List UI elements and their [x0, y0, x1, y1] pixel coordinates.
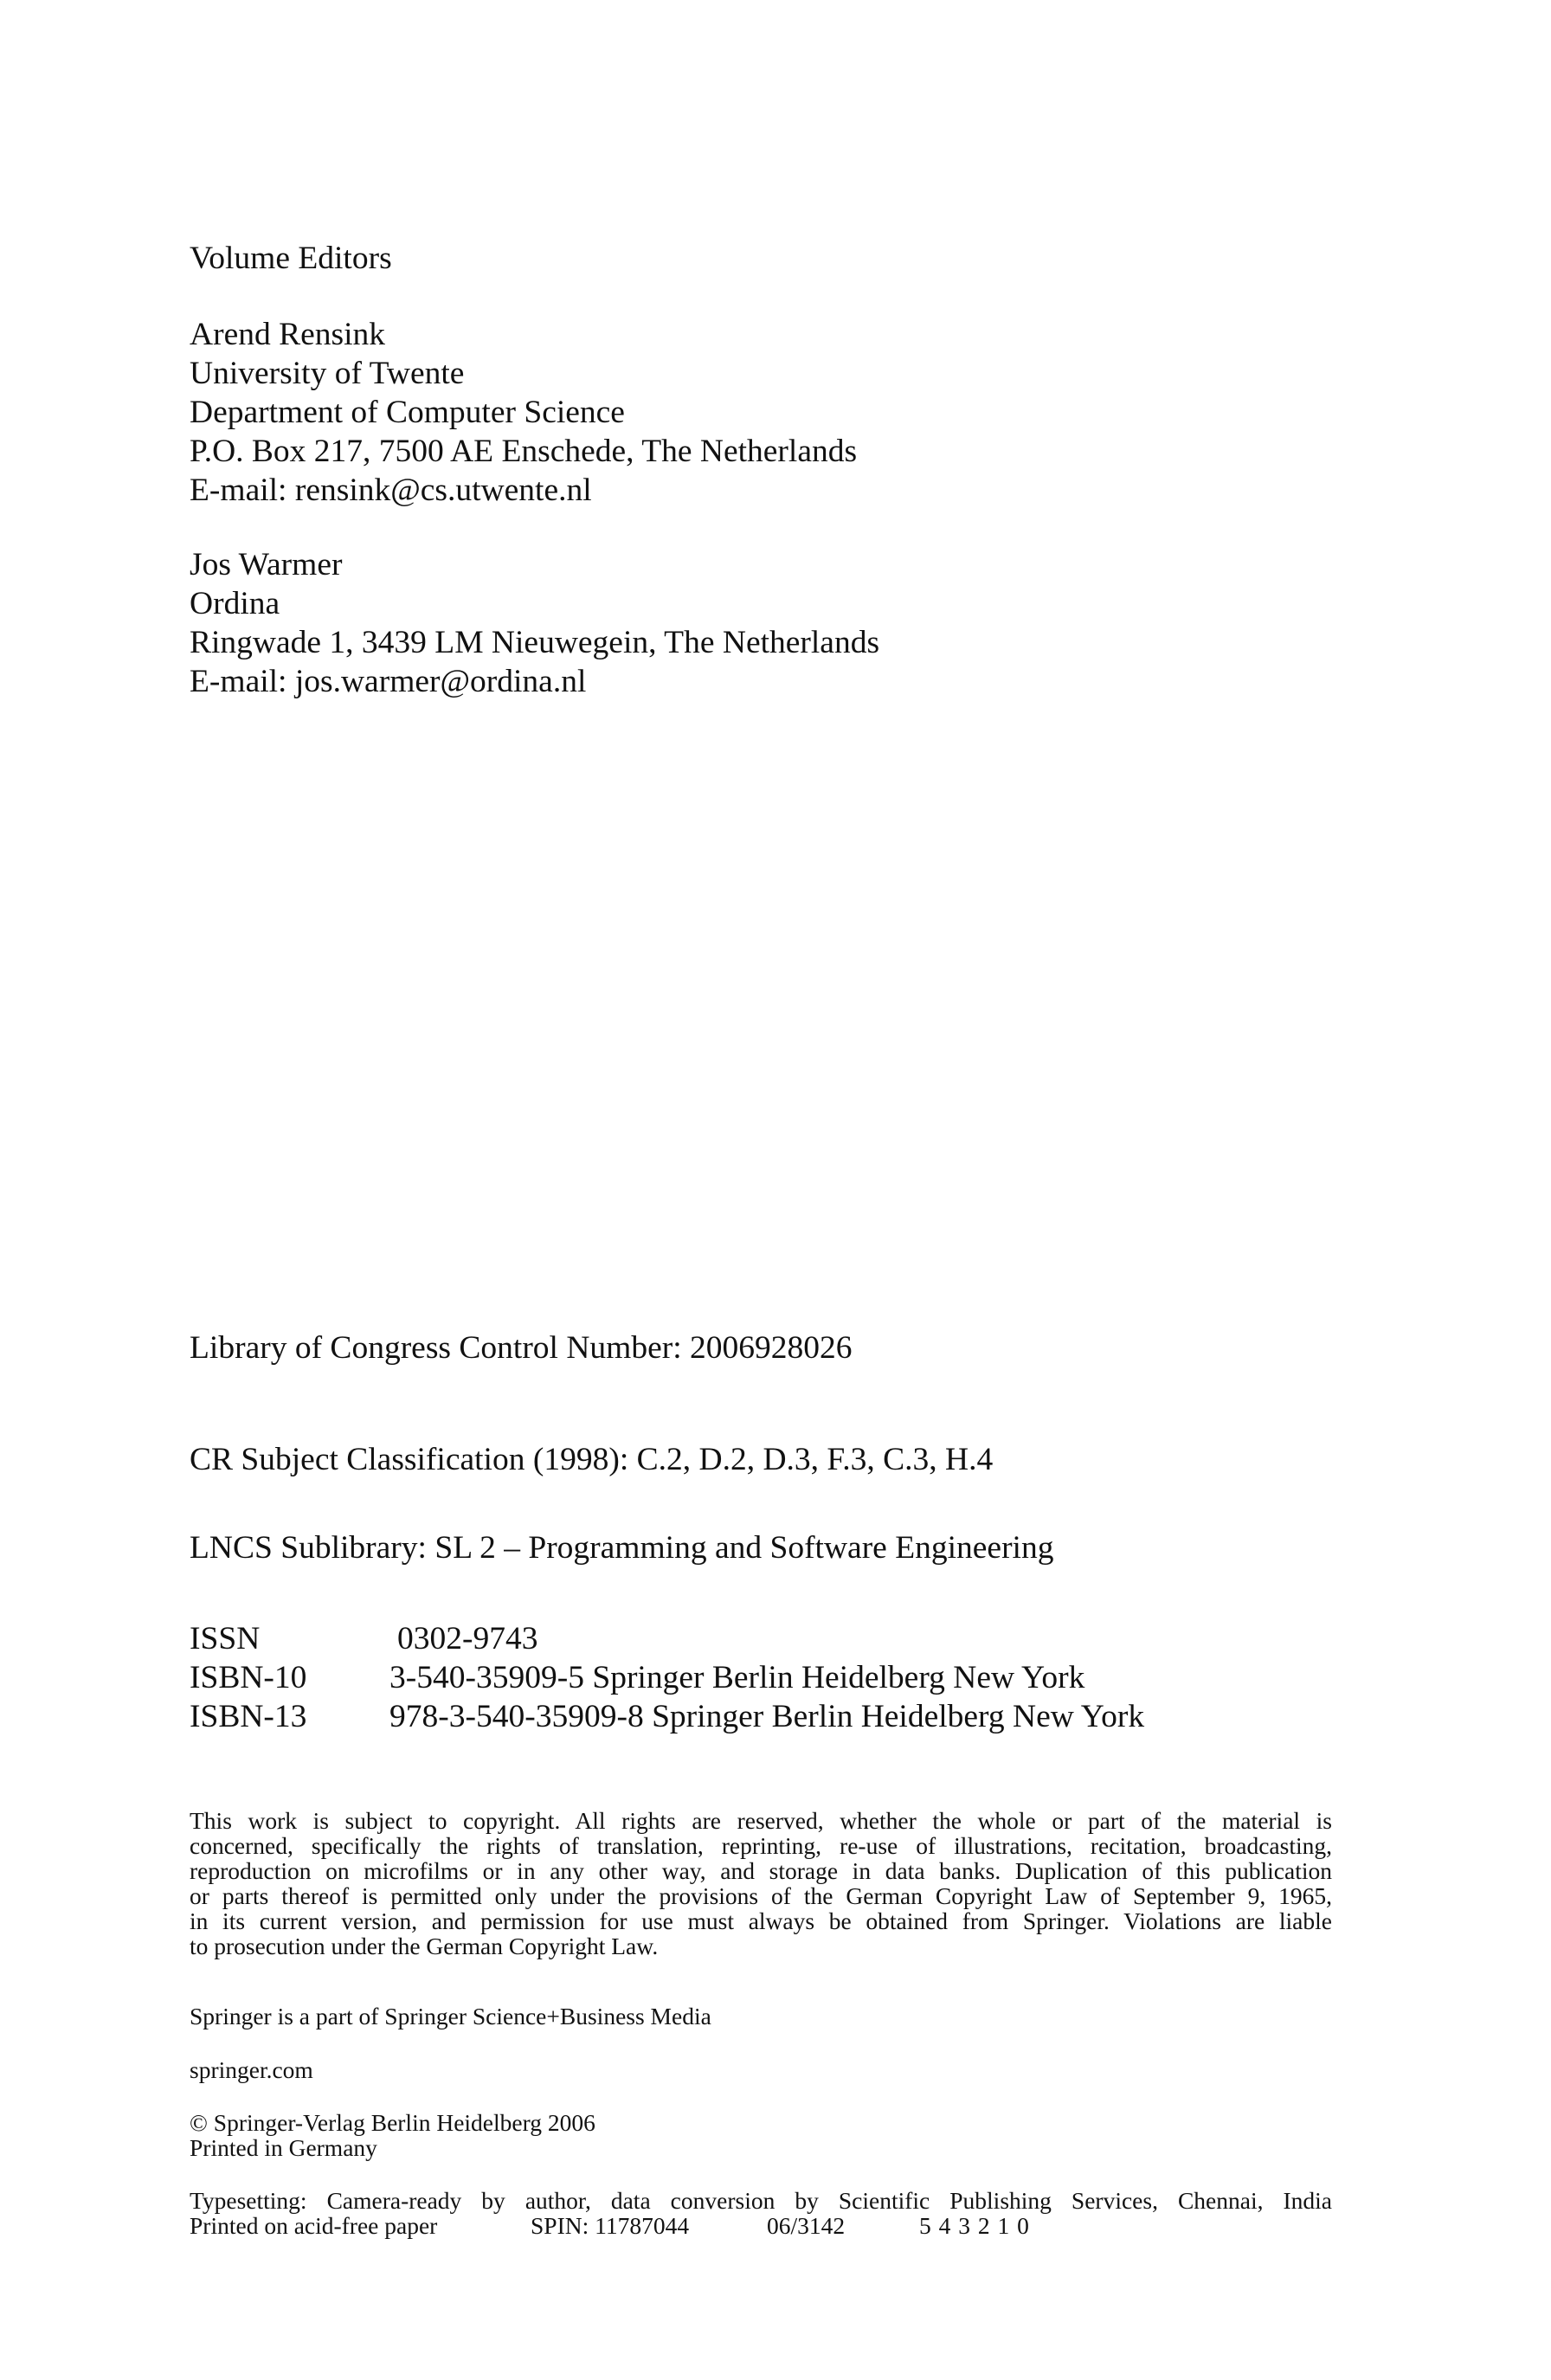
- id-label: ISSN: [190, 1621, 261, 1656]
- notice-line: This work is subject to copyright. All rights are reserved, whether the whole or part of the material is: [190, 1807, 1332, 1834]
- id-row-isbn13: [190, 1697, 1315, 1736]
- editor-1-affiliation: University of Twente: [190, 356, 465, 391]
- loc-control-number: [190, 1328, 853, 1367]
- copyright-holder: [190, 2110, 595, 2160]
- id-label: ISBN-13: [190, 1699, 307, 1734]
- paper-text: Printed on acid-free paper: [190, 2212, 438, 2239]
- editor-1-department: Department of Computer Science: [190, 395, 625, 430]
- cr-classification: [190, 1440, 993, 1479]
- volume-editors-heading: Volume Editors: [190, 241, 392, 276]
- editor-2: [190, 545, 879, 701]
- springer-website: [190, 2057, 313, 2082]
- notice-line: concerned, specifically the rights of translation, reprinting, re-use of illustrations, recitation, broadcasting,: [190, 1832, 1332, 1859]
- copyright-notice: [190, 1808, 1332, 1959]
- print-run-text: 5 4 3 2 1 0: [919, 2212, 1030, 2239]
- id-value: 3-540-35909-5 Springer Berlin Heidelberg New York: [389, 1660, 1085, 1695]
- editor-2-email: E-mail: jos.warmer@ordina.nl: [190, 664, 587, 699]
- springer-part: [190, 2004, 711, 2029]
- editor-2-affiliation: Ordina: [190, 586, 280, 621]
- editor-2-address: Ringwade 1, 3439 LM Nieuwegein, The Netherlands: [190, 625, 880, 660]
- volume-editors-section: [190, 239, 392, 278]
- spin-row: [190, 2213, 1332, 2238]
- code-text: 06/3142: [767, 2212, 846, 2239]
- loc-text: Library of Congress Control Number: 2006928026: [190, 1330, 853, 1366]
- id-row-isbn10: [190, 1658, 1315, 1697]
- editor-1: [190, 315, 857, 510]
- cr-text: CR Subject Classification (1998): C.2, D.2, D.3, F.3, C.3, H.4: [190, 1442, 994, 1477]
- id-label: ISBN-10: [190, 1660, 307, 1695]
- notice-line: reproduction on microfilms or in any other way, and storage in data banks. Duplication of this publication: [190, 1857, 1332, 1884]
- editor-1-email: E-mail: rensink@cs.utwente.nl: [190, 473, 592, 508]
- typesetting-text: Typesetting: Camera-ready by author, data conversion by Scientific Publishing Services, Chennai, India: [190, 2187, 1332, 2214]
- id-value: 978-3-540-35909-8 Springer Berlin Heidelberg New York: [389, 1699, 1145, 1734]
- holder-text: © Springer-Verlag Berlin Heidelberg 2006: [190, 2109, 595, 2136]
- springer-part-text: Springer is a part of Springer Science+Business Media: [190, 2003, 711, 2029]
- id-value: 0302-9743: [397, 1621, 538, 1656]
- printed-in-text: Printed in Germany: [190, 2134, 377, 2161]
- editor-1-name: Arend Rensink: [190, 317, 386, 352]
- identifier-table: [190, 1619, 1315, 1736]
- editor-1-address: P.O. Box 217, 7500 AE Enschede, The Netherlands: [190, 434, 858, 469]
- spin-text: SPIN: 11787044: [531, 2212, 690, 2239]
- notice-line: to prosecution under the German Copyright Law.: [190, 1933, 659, 1959]
- notice-line: or parts thereof is permitted only under the provisions of the German Copyright Law of September 9, 1965,: [190, 1882, 1332, 1909]
- id-row-issn: [190, 1619, 1315, 1658]
- sublibrary-text: LNCS Sublibrary: SL 2 – Programming and Software Engineering: [190, 1530, 1054, 1566]
- printing-info: [190, 2188, 1332, 2238]
- website-text: springer.com: [190, 2056, 313, 2083]
- lncs-sublibrary: [190, 1528, 1053, 1567]
- notice-line: in its current version, and permission for use must always be obtained from Springer. Violations are liable: [190, 1907, 1332, 1934]
- editor-2-name: Jos Warmer: [190, 547, 343, 582]
